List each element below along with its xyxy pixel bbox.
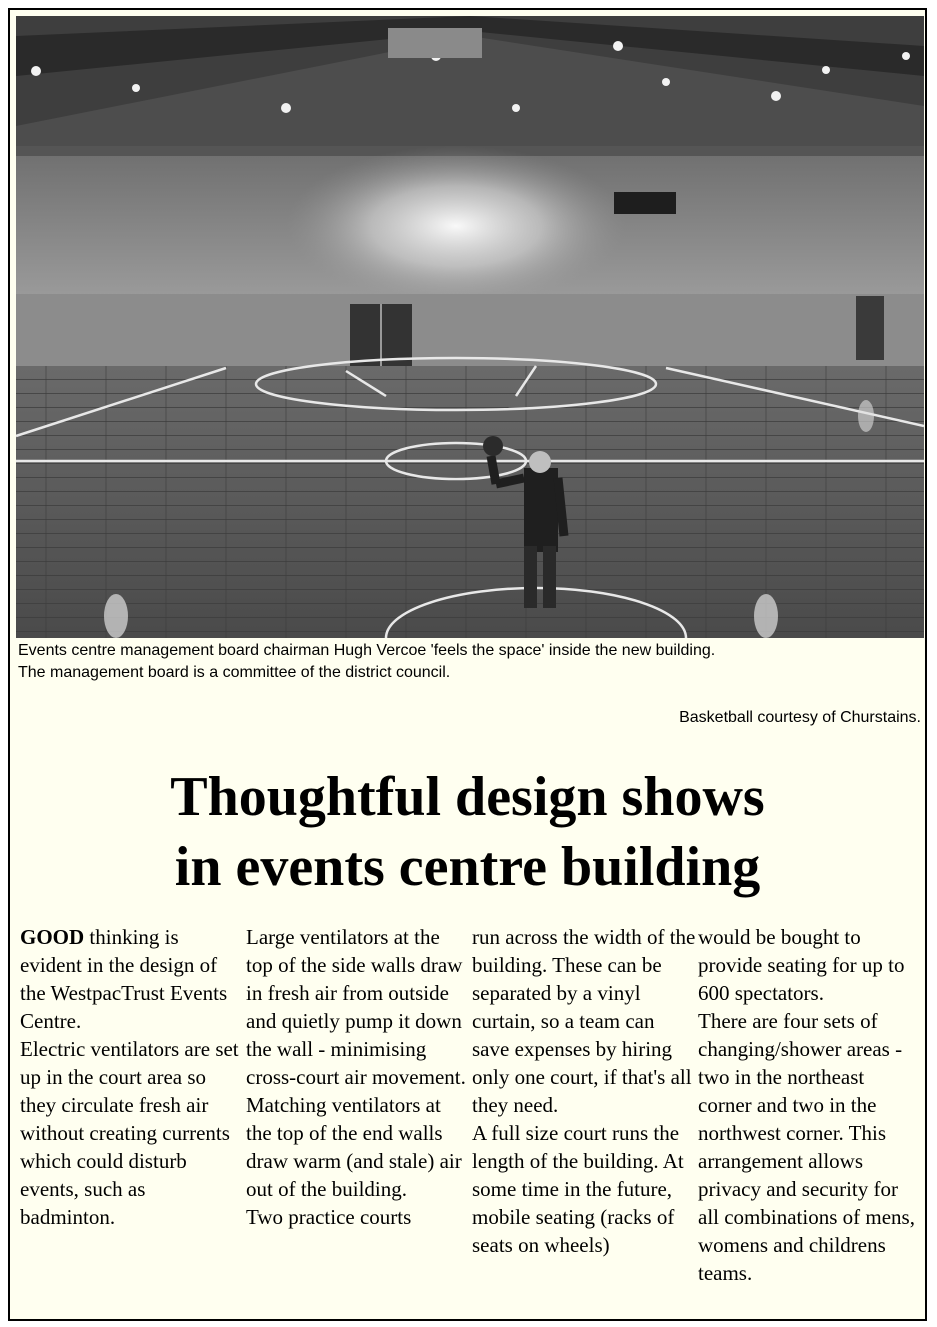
article-body bbox=[20, 923, 920, 1319]
caption-line-1: Events centre management board chairman Hugh Vercoe 'feels the space' inside the new building. bbox=[18, 642, 716, 659]
article-paragraph: Large ventilators at the top of the side walls draw in fresh air from outside and quietly pump it down the wall - minimising cross-court air movement. bbox=[246, 925, 466, 1089]
headline-line-1: Thoughtful design shows bbox=[170, 766, 765, 828]
article-column-3 bbox=[472, 923, 696, 1259]
article-paragraph: Matching ventilators at the top of the end walls draw warm (and stale) air out of the building. bbox=[246, 1093, 462, 1201]
article-paragraph: A full size court runs the length of the building. At some time in the future, mobile seating (racks of seats on wheels) bbox=[472, 1121, 684, 1257]
lead-word: GOOD bbox=[20, 925, 85, 949]
article-paragraph: would be bought to provide seating for up to 600 spectators. bbox=[698, 925, 905, 1005]
article-column-1 bbox=[20, 923, 244, 1231]
events-centre-photo bbox=[16, 16, 924, 638]
headline-line-2: in events centre building bbox=[174, 836, 761, 898]
photo-caption bbox=[18, 640, 918, 684]
article-column-2 bbox=[246, 923, 470, 1231]
article-paragraph: There are four sets of changing/shower areas - two in the northeast corner and two in the northwest corner. This arrangement allows privacy and security for all combinations of mens, womens and childrens teams. bbox=[698, 1009, 915, 1285]
caption-line-2: The management board is a committee of the district council. bbox=[18, 664, 451, 681]
article-paragraph: run across the width of the building. These can be separated by a vinyl curtain, so a team can save expenses by hiring only one court, if that's all they need. bbox=[472, 925, 696, 1117]
headline bbox=[10, 762, 925, 902]
article-column-4 bbox=[698, 923, 922, 1287]
article-paragraph: GOOD thinking is evident in the design of the WestpacTrust Events Centre. bbox=[20, 925, 228, 1033]
article-paragraph: Electric ventilators are set up in the court area so they circulate fresh air without creating currents which could disturb events, such as badminton. bbox=[20, 1037, 239, 1229]
newspaper-page bbox=[8, 8, 927, 1321]
photo-credit: Basketball courtesy of Churstains. bbox=[679, 709, 921, 726]
article-paragraph: Two practice courts bbox=[246, 1205, 412, 1229]
